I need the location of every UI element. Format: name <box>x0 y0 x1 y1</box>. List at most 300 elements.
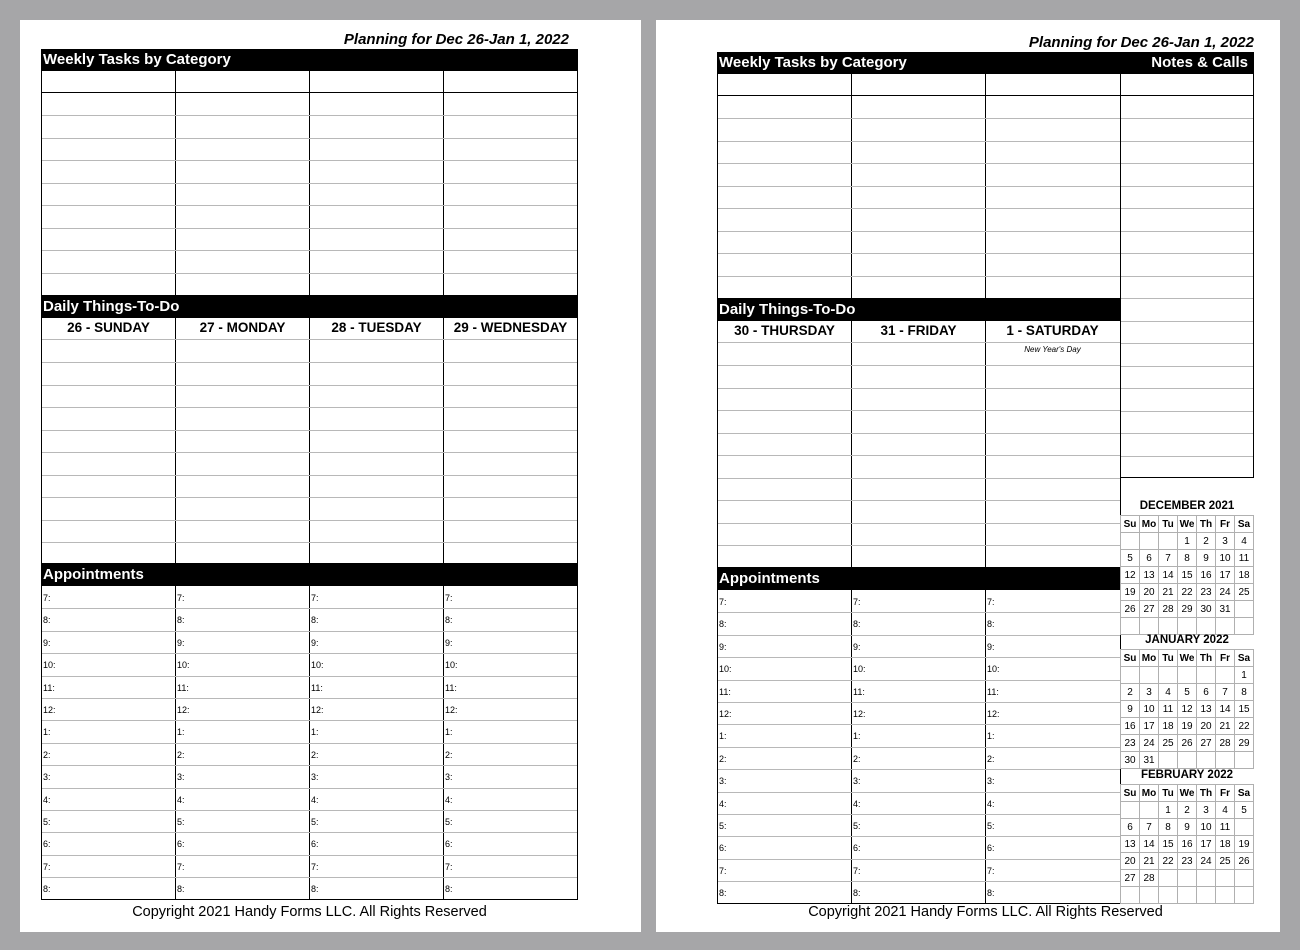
calendar-day <box>1178 618 1197 635</box>
writing-line <box>42 362 577 363</box>
time-slot-label: 8: <box>43 615 51 626</box>
calendar-week-row <box>1121 601 1254 618</box>
calendar-day: 3 <box>1197 802 1216 819</box>
writing-line <box>42 653 577 654</box>
calendar-week-row <box>1121 567 1254 584</box>
time-slot-label: 10: <box>43 660 56 671</box>
time-slot-label: 11: <box>311 682 323 693</box>
calendar-day: 6 <box>1121 819 1140 836</box>
calendar-day: 4 <box>1216 802 1235 819</box>
time-slot-label: 7: <box>43 593 51 603</box>
calendar-day <box>1216 667 1235 684</box>
writing-line <box>42 743 577 744</box>
calendar-week-row <box>1121 584 1254 601</box>
calendar-day <box>1235 601 1254 618</box>
writing-line <box>718 388 1120 389</box>
calendar-day: 19 <box>1121 584 1140 601</box>
time-slot-label: 7: <box>445 861 453 872</box>
weekday-label: Th <box>1197 785 1216 802</box>
calendar-day: 22 <box>1178 584 1197 601</box>
calendar-day: 5 <box>1235 802 1254 819</box>
writing-line <box>42 430 577 431</box>
time-slot-label: 8: <box>853 619 861 630</box>
calendar-day: 27 <box>1140 601 1159 618</box>
calendar-day <box>1140 802 1159 819</box>
calendar-day <box>1197 887 1216 904</box>
calendar-day <box>1235 887 1254 904</box>
writing-line <box>42 788 577 789</box>
mini-calendar-february-2022 <box>1120 769 1254 904</box>
time-slot-label: 3: <box>853 776 861 787</box>
calendar-week-row <box>1121 802 1254 819</box>
calendar-day: 1 <box>1178 533 1197 550</box>
writing-line <box>718 657 1120 658</box>
calendar-day <box>1216 870 1235 887</box>
weekday-label: Sa <box>1235 785 1254 802</box>
calendar-day: 11 <box>1216 819 1235 836</box>
writing-line <box>718 702 1120 703</box>
time-slot-label: 12: <box>311 705 324 715</box>
calendar-day: 21 <box>1216 718 1235 735</box>
column-divider <box>851 321 852 567</box>
writing-line <box>1121 163 1253 164</box>
time-slot-label: 7: <box>853 865 861 876</box>
time-slot-label: 2: <box>987 753 995 764</box>
writing-line <box>42 676 577 677</box>
calendar-day: 8 <box>1235 684 1254 701</box>
notes-calls-grid <box>1120 73 1254 478</box>
writing-line <box>718 276 1120 277</box>
time-slot-label: 7: <box>43 861 51 872</box>
writing-line <box>42 608 577 609</box>
day-header: 28 - TUESDAY <box>331 320 422 335</box>
mini-calendar-january-2022 <box>1120 634 1254 769</box>
calendar-week-row <box>1121 853 1254 870</box>
calendar-day <box>1159 667 1178 684</box>
holiday-label: New Year's Day <box>1024 345 1081 354</box>
calendar-day <box>1159 533 1178 550</box>
column-divider <box>309 318 310 563</box>
time-slot-label: 6: <box>719 843 727 854</box>
time-slot-label: 4: <box>853 798 861 809</box>
calendar-day <box>1159 752 1178 769</box>
calendar-day <box>1159 887 1178 904</box>
calendar-week-row <box>1121 752 1254 769</box>
time-slot-label: 7: <box>719 865 727 876</box>
writing-line <box>718 500 1120 501</box>
writing-line <box>42 228 577 229</box>
calendar-day: 16 <box>1121 718 1140 735</box>
writing-line <box>718 814 1120 815</box>
day-header: 31 - FRIDAY <box>880 323 957 338</box>
time-slot-label: 2: <box>719 753 727 764</box>
writing-line <box>42 138 577 139</box>
calendar-day: 6 <box>1197 684 1216 701</box>
writing-line <box>42 542 577 543</box>
writing-line <box>42 385 577 386</box>
weekly-tasks-grid <box>41 70 578 296</box>
time-slot-label: 11: <box>43 682 55 693</box>
calendar-day: 31 <box>1140 752 1159 769</box>
writing-line <box>42 115 577 116</box>
copyright-text: Copyright 2021 Handy Forms LLC. All Rights Reserved <box>132 904 487 920</box>
calendar-day: 28 <box>1216 735 1235 752</box>
calendar-day <box>1197 667 1216 684</box>
time-slot-label: 7: <box>987 597 995 607</box>
calendar-day: 11 <box>1159 701 1178 718</box>
time-slot-label: 9: <box>987 641 995 652</box>
writing-line <box>718 836 1120 837</box>
time-slot-label: 3: <box>445 772 453 783</box>
calendar-day: 8 <box>1178 550 1197 567</box>
weekday-header-row <box>1121 516 1254 533</box>
mini-calendar-table <box>1120 649 1254 769</box>
time-slot-label: 7: <box>987 865 995 876</box>
time-slot-label: 8: <box>987 619 995 630</box>
time-slot-label: 11: <box>853 686 865 697</box>
time-slot-label: 8: <box>445 884 453 895</box>
calendar-day: 20 <box>1121 853 1140 870</box>
calendar-day: 23 <box>1178 853 1197 870</box>
calendar-day: 1 <box>1159 802 1178 819</box>
time-slot-label: 1: <box>853 731 861 742</box>
weekday-label: Su <box>1121 516 1140 533</box>
planner-page-right <box>656 20 1280 932</box>
calendar-day <box>1216 618 1235 635</box>
calendar-day: 23 <box>1197 584 1216 601</box>
time-slot-label: 12: <box>987 709 1000 719</box>
time-slot-label: 5: <box>311 817 319 827</box>
time-slot-label: 4: <box>177 794 185 805</box>
calendar-day: 20 <box>1197 718 1216 735</box>
calendar-day: 14 <box>1216 701 1235 718</box>
time-slot-label: 2: <box>43 749 51 760</box>
time-slot-label: 3: <box>987 776 995 787</box>
weekday-label: Fr <box>1216 516 1235 533</box>
header-divider <box>718 342 1120 343</box>
calendar-day: 7 <box>1159 550 1178 567</box>
column-divider <box>443 318 444 563</box>
writing-line <box>42 475 577 476</box>
time-slot-label: 2: <box>445 749 453 760</box>
appointments-grid <box>717 589 1121 904</box>
calendar-day: 24 <box>1140 735 1159 752</box>
calendar-day: 28 <box>1140 870 1159 887</box>
calendar-day: 11 <box>1235 550 1254 567</box>
calendar-day: 13 <box>1140 567 1159 584</box>
calendar-day <box>1235 618 1254 635</box>
time-slot-label: 5: <box>445 817 453 827</box>
calendar-week-row <box>1121 870 1254 887</box>
calendar-week-row <box>1121 684 1254 701</box>
writing-line <box>42 407 577 408</box>
calendar-day <box>1121 533 1140 550</box>
mini-calendar-december-2021 <box>1120 500 1254 635</box>
notes-calls-label: Notes & Calls <box>1151 54 1248 71</box>
writing-line <box>718 253 1120 254</box>
time-slot-label: 8: <box>719 888 727 899</box>
writing-line <box>42 452 577 453</box>
time-slot-label: 8: <box>311 884 319 895</box>
calendar-day: 10 <box>1197 819 1216 836</box>
calendar-day: 25 <box>1159 735 1178 752</box>
time-slot-label: 7: <box>853 597 861 607</box>
appointments-grid <box>41 585 578 900</box>
time-slot-label: 9: <box>177 637 185 648</box>
calendar-week-row <box>1121 618 1254 635</box>
calendar-day: 7 <box>1216 684 1235 701</box>
writing-line <box>42 205 577 206</box>
time-slot-label: 2: <box>177 749 185 760</box>
time-slot-label: 8: <box>177 615 185 626</box>
writing-line <box>1121 208 1253 209</box>
calendar-week-row <box>1121 836 1254 853</box>
calendar-day: 15 <box>1235 701 1254 718</box>
time-slot-label: 8: <box>43 884 51 895</box>
calendar-day <box>1140 618 1159 635</box>
writing-line <box>42 273 577 274</box>
time-slot-label: 7: <box>311 861 319 872</box>
day-header: 27 - MONDAY <box>199 320 286 335</box>
weekly-tasks-grid <box>717 73 1121 299</box>
writing-line <box>1121 343 1253 344</box>
writing-line <box>718 792 1120 793</box>
time-slot-label: 9: <box>43 637 51 648</box>
mini-calendar-title: JANUARY 2022 <box>1145 634 1229 646</box>
calendar-day: 18 <box>1216 836 1235 853</box>
calendar-day: 25 <box>1216 853 1235 870</box>
time-slot-label: 7: <box>177 593 185 603</box>
appointments-label: Appointments <box>719 570 820 587</box>
writing-line <box>1121 186 1253 187</box>
calendar-week-row <box>1121 887 1254 904</box>
time-slot-label: 9: <box>311 637 319 648</box>
calendar-day: 20 <box>1140 584 1159 601</box>
writing-line <box>718 186 1120 187</box>
writing-line <box>718 118 1120 119</box>
time-slot-label: 10: <box>311 660 324 671</box>
appointments-label: Appointments <box>43 566 144 583</box>
header-divider <box>718 95 1120 96</box>
time-slot-label: 1: <box>987 731 995 742</box>
mini-calendar-title: DECEMBER 2021 <box>1139 500 1235 512</box>
writing-line <box>718 635 1120 636</box>
daily-todo-header <box>717 299 1121 320</box>
calendar-day: 13 <box>1197 701 1216 718</box>
calendar-day <box>1235 819 1254 836</box>
calendar-day: 30 <box>1197 601 1216 618</box>
day-header: 30 - THURSDAY <box>734 323 835 338</box>
weekday-header-row <box>1121 785 1254 802</box>
weekday-label: Mo <box>1140 650 1159 667</box>
calendar-day: 18 <box>1235 567 1254 584</box>
writing-line <box>718 231 1120 232</box>
writing-line <box>42 183 577 184</box>
planning-title: Planning for Dec 26-Jan 1, 2022 <box>1028 34 1254 51</box>
time-slot-label: 12: <box>853 709 866 719</box>
calendar-day: 23 <box>1121 735 1140 752</box>
calendar-day: 26 <box>1121 601 1140 618</box>
appointments-header <box>717 568 1121 589</box>
writing-line <box>42 250 577 251</box>
writing-line <box>42 497 577 498</box>
calendar-day: 29 <box>1235 735 1254 752</box>
calendar-day <box>1197 870 1216 887</box>
time-slot-label: 6: <box>853 843 861 854</box>
calendar-day <box>1121 887 1140 904</box>
calendar-day: 9 <box>1121 701 1140 718</box>
writing-line <box>718 478 1120 479</box>
day-header: 1 - SATURDAY <box>1006 323 1099 338</box>
time-slot-label: 2: <box>311 749 319 760</box>
writing-line <box>718 410 1120 411</box>
calendar-day: 30 <box>1121 752 1140 769</box>
weekday-label: Mo <box>1140 516 1159 533</box>
calendar-day: 19 <box>1235 836 1254 853</box>
time-slot-label: 12: <box>719 709 732 719</box>
time-slot-label: 10: <box>987 664 1000 675</box>
time-slot-label: 12: <box>445 705 458 715</box>
writing-line <box>1121 298 1253 299</box>
weekday-label: Su <box>1121 650 1140 667</box>
calendar-day: 18 <box>1159 718 1178 735</box>
weekday-label: Tu <box>1159 650 1178 667</box>
mini-calendar-table <box>1120 515 1254 635</box>
calendar-day: 3 <box>1140 684 1159 701</box>
time-slot-label: 8: <box>987 888 995 899</box>
calendar-day <box>1216 887 1235 904</box>
time-slot-label: 11: <box>987 686 999 697</box>
calendar-day: 13 <box>1121 836 1140 853</box>
weekday-label: We <box>1178 516 1197 533</box>
time-slot-label: 4: <box>987 798 995 809</box>
calendar-day <box>1178 887 1197 904</box>
daily-todo-label: Daily Things-To-Do <box>43 298 180 315</box>
calendar-day <box>1140 887 1159 904</box>
writing-line <box>1121 141 1253 142</box>
calendar-day: 19 <box>1178 718 1197 735</box>
weekday-label: Fr <box>1216 785 1235 802</box>
calendar-day: 4 <box>1159 684 1178 701</box>
time-slot-label: 5: <box>43 817 51 827</box>
calendar-week-row <box>1121 701 1254 718</box>
writing-line <box>1121 411 1253 412</box>
calendar-day <box>1159 870 1178 887</box>
calendar-day: 14 <box>1140 836 1159 853</box>
calendar-week-row <box>1121 735 1254 752</box>
calendar-day: 10 <box>1216 550 1235 567</box>
time-slot-label: 3: <box>311 772 319 783</box>
time-slot-label: 10: <box>445 660 458 671</box>
calendar-day: 24 <box>1197 853 1216 870</box>
writing-line <box>718 769 1120 770</box>
calendar-day <box>1121 802 1140 819</box>
calendar-day: 31 <box>1216 601 1235 618</box>
weekday-label: Tu <box>1159 516 1178 533</box>
calendar-day: 24 <box>1216 584 1235 601</box>
time-slot-label: 3: <box>43 772 51 783</box>
calendar-week-row <box>1121 718 1254 735</box>
calendar-day: 7 <box>1140 819 1159 836</box>
calendar-day: 27 <box>1121 870 1140 887</box>
weekday-header-row <box>1121 650 1254 667</box>
calendar-day: 15 <box>1178 567 1197 584</box>
calendar-day: 4 <box>1235 533 1254 550</box>
calendar-day: 16 <box>1197 567 1216 584</box>
header-divider <box>1121 95 1253 96</box>
calendar-day: 3 <box>1216 533 1235 550</box>
time-slot-label: 9: <box>853 641 861 652</box>
time-slot-label: 1: <box>719 731 727 742</box>
weekday-label: Fr <box>1216 650 1235 667</box>
time-slot-label: 12: <box>43 705 56 715</box>
time-slot-label: 11: <box>177 682 189 693</box>
copyright-text: Copyright 2021 Handy Forms LLC. All Rights Reserved <box>808 904 1163 920</box>
weekday-label: Su <box>1121 785 1140 802</box>
writing-line <box>42 832 577 833</box>
time-slot-label: 6: <box>43 839 51 850</box>
time-slot-label: 6: <box>177 839 185 850</box>
calendar-day <box>1121 667 1140 684</box>
weekday-label: Tu <box>1159 785 1178 802</box>
time-slot-label: 7: <box>177 861 185 872</box>
writing-line <box>718 747 1120 748</box>
calendar-day: 15 <box>1159 836 1178 853</box>
writing-line <box>42 698 577 699</box>
calendar-day <box>1178 752 1197 769</box>
writing-line <box>42 720 577 721</box>
writing-line <box>718 859 1120 860</box>
time-slot-label: 1: <box>445 727 453 738</box>
writing-line <box>1121 253 1253 254</box>
time-slot-label: 8: <box>445 615 453 626</box>
calendar-day: 16 <box>1178 836 1197 853</box>
time-slot-label: 1: <box>311 727 319 738</box>
calendar-day: 21 <box>1159 584 1178 601</box>
calendar-day: 2 <box>1197 533 1216 550</box>
time-slot-label: 6: <box>987 843 995 854</box>
daily-todo-header <box>41 296 578 317</box>
time-slot-label: 5: <box>853 821 861 831</box>
calendar-day: 8 <box>1159 819 1178 836</box>
weekly-tasks-header <box>717 52 1254 73</box>
calendar-day <box>1178 870 1197 887</box>
calendar-day: 22 <box>1235 718 1254 735</box>
calendar-day <box>1235 870 1254 887</box>
calendar-day: 6 <box>1140 550 1159 567</box>
mini-calendar-title: FEBRUARY 2022 <box>1140 769 1234 781</box>
planning-title: Planning for Dec 26-Jan 1, 2022 <box>343 31 569 48</box>
weekday-label: Sa <box>1235 650 1254 667</box>
calendar-day <box>1159 618 1178 635</box>
day-header: 26 - SUNDAY <box>67 320 150 335</box>
writing-line <box>1121 321 1253 322</box>
time-slot-label: 10: <box>853 664 866 675</box>
time-slot-label: 4: <box>719 798 727 809</box>
time-slot-label: 8: <box>177 884 185 895</box>
calendar-week-row <box>1121 550 1254 567</box>
writing-line <box>718 545 1120 546</box>
time-slot-label: 1: <box>43 727 51 738</box>
weekday-label: Mo <box>1140 785 1159 802</box>
time-slot-label: 11: <box>445 682 457 693</box>
writing-line <box>42 631 577 632</box>
writing-line <box>42 160 577 161</box>
calendar-day: 9 <box>1197 550 1216 567</box>
time-slot-label: 11: <box>719 686 731 697</box>
header-divider <box>42 92 577 93</box>
time-slot-label: 1: <box>177 727 185 738</box>
